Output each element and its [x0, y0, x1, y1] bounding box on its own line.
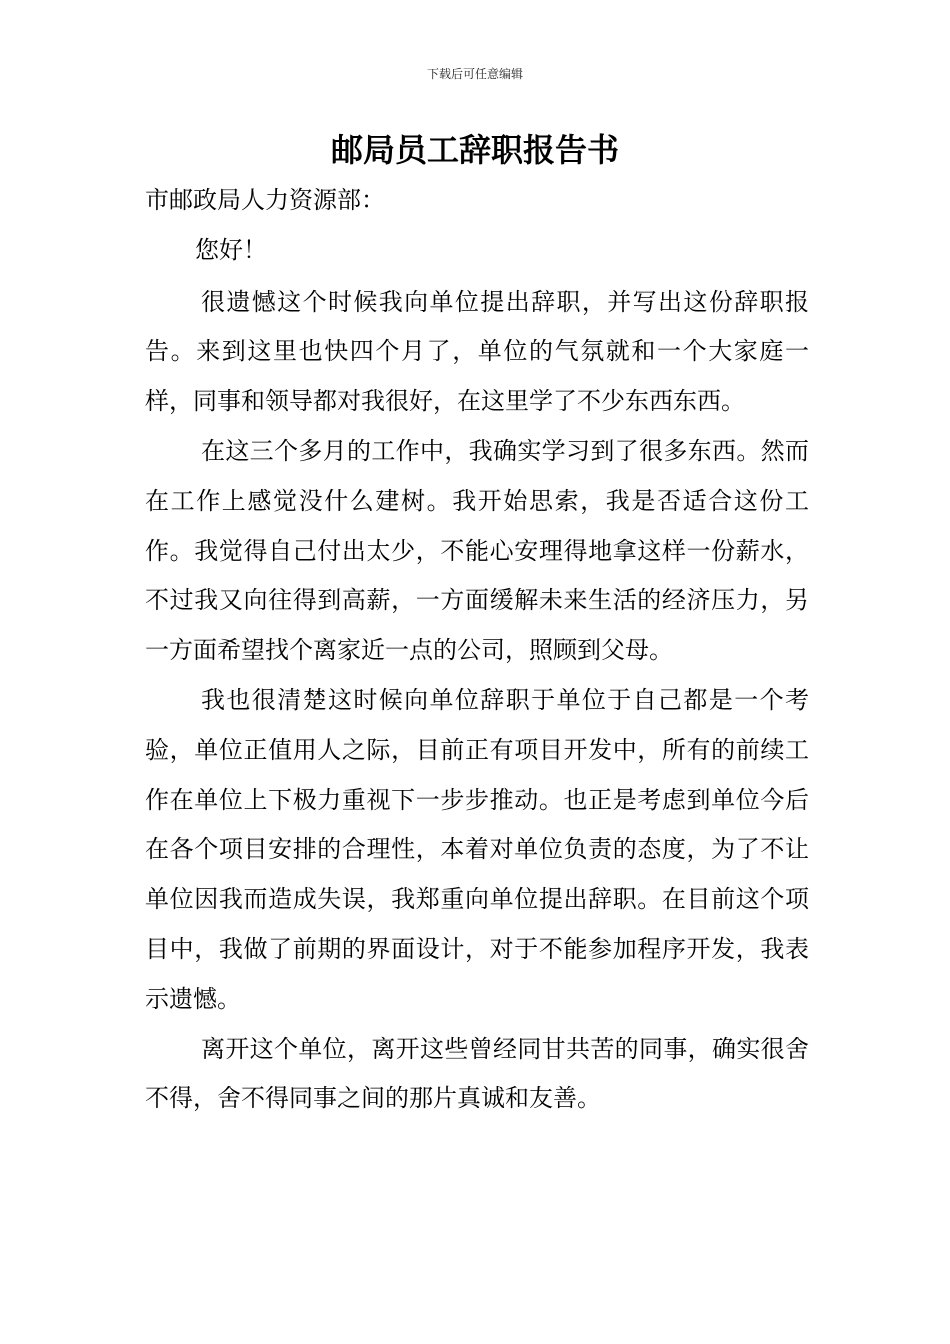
document-title: 邮局员工辞职报告书 — [330, 131, 619, 169]
body-paragraph-1: 很遗憾这个时候我向单位提出辞职，并写出这份辞职报告。来到这里也快四个月了，单位的气氛就和一个大家庭一样，同事和领导都对我很好，在这里学了不少东西东西。 — [145, 287, 809, 416]
body-paragraph-3: 我也很清楚这时候向单位辞职于单位于自己都是一个考验，单位正值用人之际，目前正有项目开发中，所有的前续工作在单位上下极力重视下一步步推动。也正是考虑到单位今后在各个项目安排的合理性，本着对单位负责的态度，为了不让单位因我而造成失误，我郑重向单位提出辞职。在目前这个项目中，我做了前期的界面设计，对于不能参加程序开发，我表示遗憾。 — [145, 685, 809, 1013]
header-note: 下载后可任意编辑 — [426, 67, 523, 81]
body-paragraph-4: 离开这个单位，离开这些曾经同甘共苦的同事，确实很舍不得，舍不得同事之间的那片真诚和友善。 — [145, 1034, 809, 1113]
greeting: 您好！ — [195, 235, 267, 264]
salutation: 市邮政局人力资源部： — [145, 186, 385, 214]
body-paragraph-2: 在这三个多月的工作中，我确实学习到了很多东西。然而在工作上感觉没什么建树。我开始思索，我是否适合这份工作。我觉得自己付出太少，不能心安理得地拿这样一份薪水，不过我又向往得到高薪，一方面缓解未来生活的经济压力，另一方面希望找个离家近一点的公司，照顾到父母。 — [145, 436, 809, 665]
document-body — [145, 176, 809, 1124]
